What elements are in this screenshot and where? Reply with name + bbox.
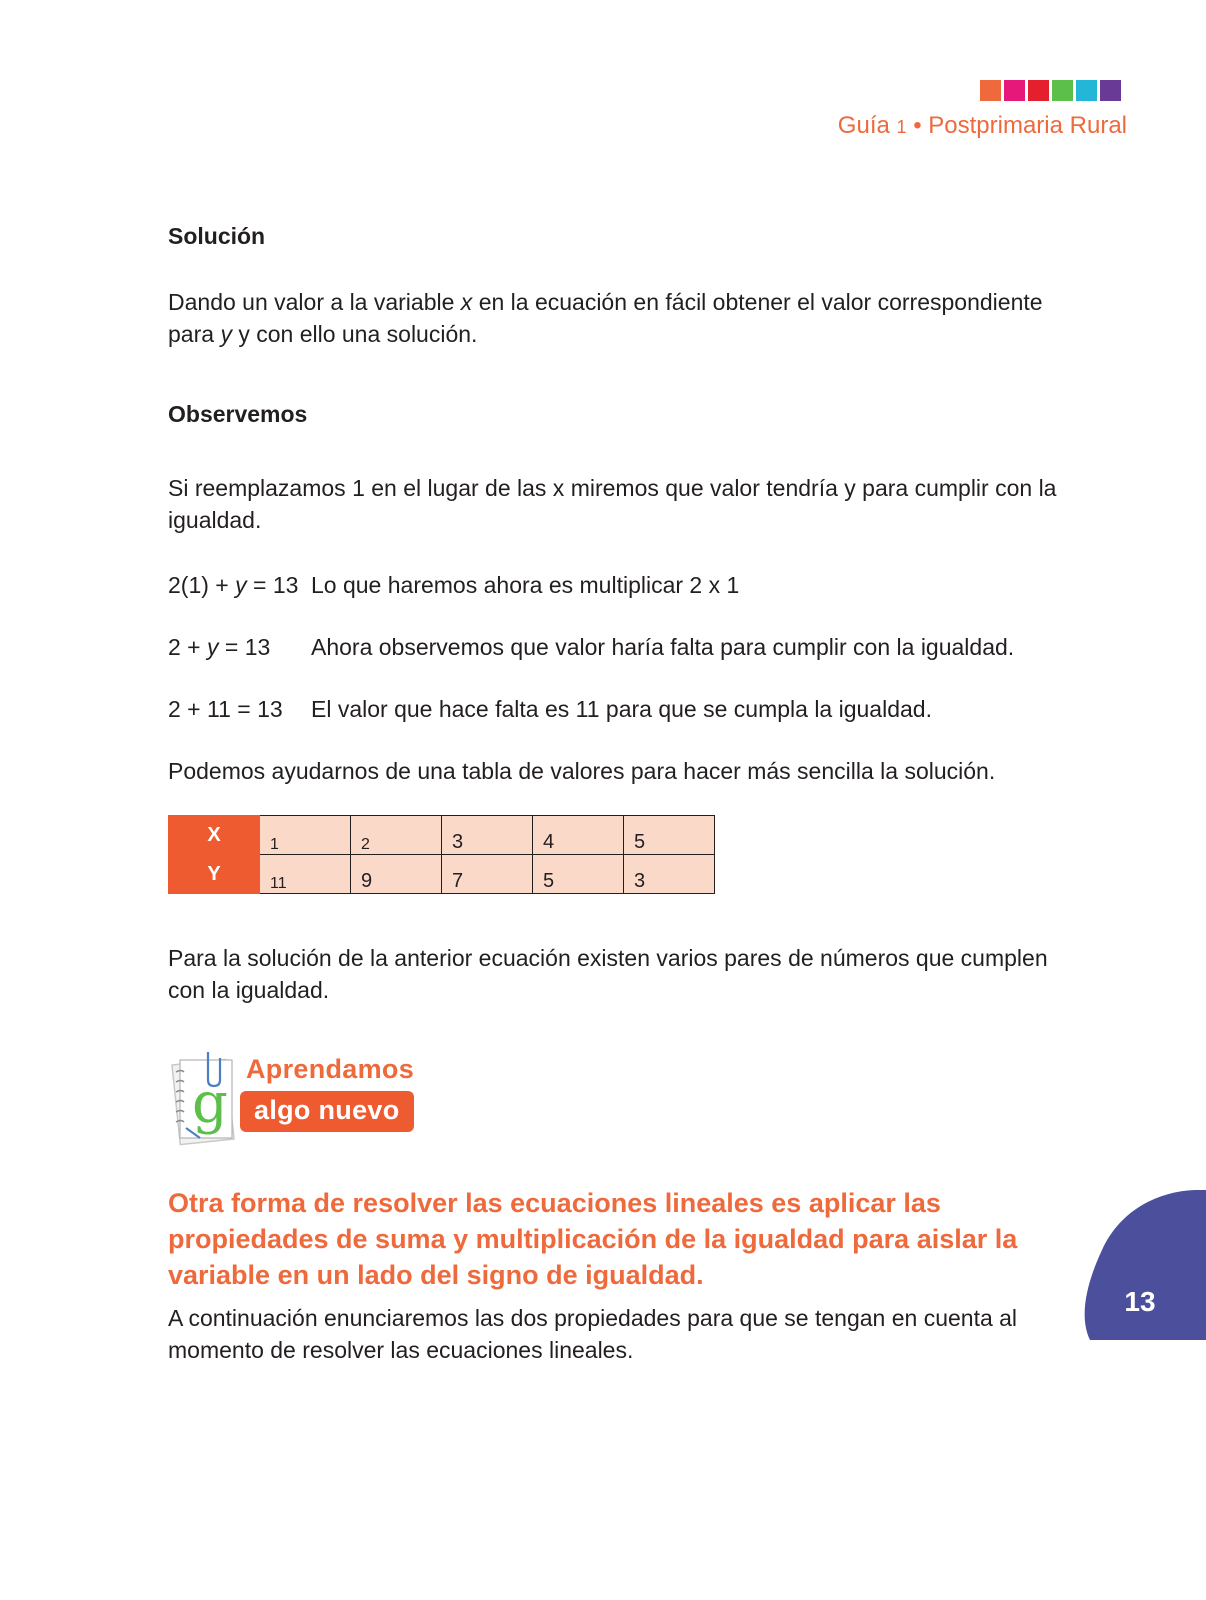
solucion-heading: Solución [168,223,266,249]
color-square-magenta [1004,80,1025,101]
highlight-statement: Otra forma de resolver las ecuaciones lineales es aplicar las propiedades de suma y multiplicación de la igualdad para aislar la variable en un lado del signo de igualdad. [168,1188,1018,1290]
color-square-green [1052,80,1073,101]
step-note: El valor que hace falta es 11 para que se cumpla la igualdad. [311,696,932,722]
x-cell: 5 [624,816,715,855]
badge-title: Aprendamos [246,1054,415,1084]
y-header-cell: Y [169,855,260,894]
y-cell: 7 [442,855,533,894]
equation: 2(1) + y = 13 [168,572,299,598]
step-row-2 [168,631,1014,663]
y-cell: 11 [260,855,351,894]
color-square-purple [1100,80,1121,101]
conclusion-paragraph: Para la solución de la anterior ecuación existen varios pares de números que cumplen con la igualdad. [168,945,1048,1003]
brand-color-squares [980,80,1121,101]
table-intro: Podemos ayudarnos de una tabla de valores para hacer más sencilla la solución. [168,758,996,784]
color-square-red [1028,80,1049,101]
guide-number: 1 [896,117,907,137]
aprendamos-badge [168,1050,428,1150]
y-cell: 3 [624,855,715,894]
solucion-text-1: Dando un valor a la variable [168,289,455,315]
values-table [168,815,715,894]
variable-x: x [460,289,473,315]
y-cell: 9 [351,855,442,894]
guide-label: Guía [837,112,890,139]
table-row-y [169,855,715,894]
observemos-paragraph: Si reemplazamos 1 en el lugar de las x miremos que valor tendría y para cumplir con la igualdad. [168,475,1057,533]
header-separator: • [913,112,922,139]
step-note: Ahora observemos que valor haría falta para cumplir con la igualdad. [311,634,1015,660]
step-row-3 [168,693,932,725]
notebook-icon [168,1050,238,1146]
y-cell: 5 [533,855,624,894]
equation: 2 + 11 = 13 [168,696,283,722]
solucion-paragraph [168,286,1078,350]
svg-text:g: g [192,1071,228,1136]
solucion-text-2: en la ecuación en fácil obtener el valor correspondiente para [168,289,1043,347]
x-cell: 4 [533,816,624,855]
step-row-1 [168,569,739,601]
x-cell: 2 [351,816,442,855]
color-square-orange [980,80,1001,101]
step-note: Lo que haremos ahora es multiplicar 2 x 1 [311,572,740,598]
solucion-text-3: y con ello una solución. [238,321,478,347]
x-cell: 3 [442,816,533,855]
color-square-cyan [1076,80,1097,101]
table-row-x [169,816,715,855]
x-header-cell: X [169,816,260,855]
x-cell: 1 [260,816,351,855]
equation: 2 + y = 13 [168,634,271,660]
observemos-heading: Observemos [168,401,308,427]
page-number: 13 [1124,1286,1156,1317]
program-name: Postprimaria Rural [928,112,1127,139]
closing-paragraph: A continuación enunciaremos las dos propiedades para que se tengan en cuenta al momento de resolver las ecuaciones lineales. [168,1305,1018,1363]
badge-subtitle: algo nuevo [240,1091,414,1132]
guide-header [838,112,1127,140]
variable-y: y [220,321,232,347]
